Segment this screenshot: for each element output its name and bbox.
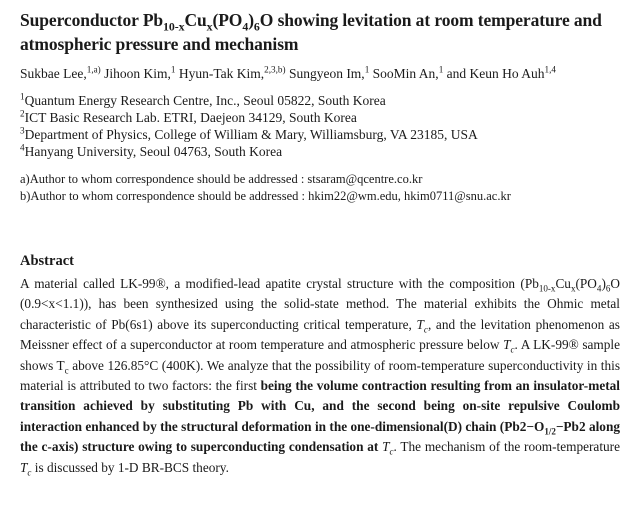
correspondence-block — [20, 171, 620, 204]
affiliation: $^2$ICT Basic Research Lab. ETRI, Daejeon 34129, South Korea — [20, 108, 357, 125]
affiliation: $^3$Department of Physics, College of William & Mary, Williamsburg, VA 23185, USA — [20, 125, 478, 142]
affiliation: $^1$Quantum Energy Research Centre, Inc., Seoul 05822, South Korea — [20, 91, 386, 108]
abstract-body: A material called LK-99®, a modified-lead apatite crystal structure with the composition ($Pb_{10-x}Cu_x(PO_4)_6O$ (0.9<x<1.1)), has been synthesized using the solid-state method. The material exhibits the Ohmic metal characteristic of Pb(6s1) above its superconducting critical temperature, $T_c$, and the levitation phenomenon as Meissner effect of a superconductor at room temperature and atmospheric pressure below $T_c$. A LK-99® sample shows $T_c$ above 126.85°C (400K). We analyze that the possibility of room-temperature superconductivity in this material is attributed to two factors: the first being the volume contraction resulting from an insulator-metal transition achieved by substituting Pb with Cu, and the second being on-site repulsive Coulomb interaction enhanced by the structural deformation in the one-dimensional(D) chain ($Pb2-O_{1/2}-Pb2$ along the c-axis) structure owing to superconducting condensation at $T_c$. The mechanism of the room-temperature $T_c$ is discussed by 1-D BR-BCS theory. — [20, 276, 621, 478]
affiliation: $^4$Hanyang University, Seoul 04763, South Korea — [20, 142, 283, 159]
abstract-heading: Abstract — [20, 253, 74, 269]
author: and Keun Ho Auh$^{1,4}$ — [446, 64, 556, 81]
correspondence-line: b)Author to whom correspondence should be addressed : hkim22@wm.edu, hkim0711@snu.ac.kr — [20, 188, 511, 203]
author: Hyun-Tak Kim,$^{2,3,b)}$ — [178, 64, 286, 81]
correspondence-line: a)Author to whom correspondence should be addressed : stsaram@qcentre.co.kr — [20, 172, 423, 186]
affiliation-list — [20, 92, 620, 160]
author: Sungyeon Im,$^1$ — [288, 64, 370, 81]
author: Sukbae Lee,$^{1,a)}$ — [20, 64, 101, 81]
author-list — [20, 65, 620, 83]
author: SooMin An,$^1$ — [372, 64, 444, 81]
paper-title: Superconductor $Pb_{10-x}Cu_x(PO_4)_6O$ showing levitation at room temperature and atmospheric pressure and mechanism — [20, 10, 602, 54]
author: Jihoon Kim,$^1$ — [104, 64, 176, 81]
